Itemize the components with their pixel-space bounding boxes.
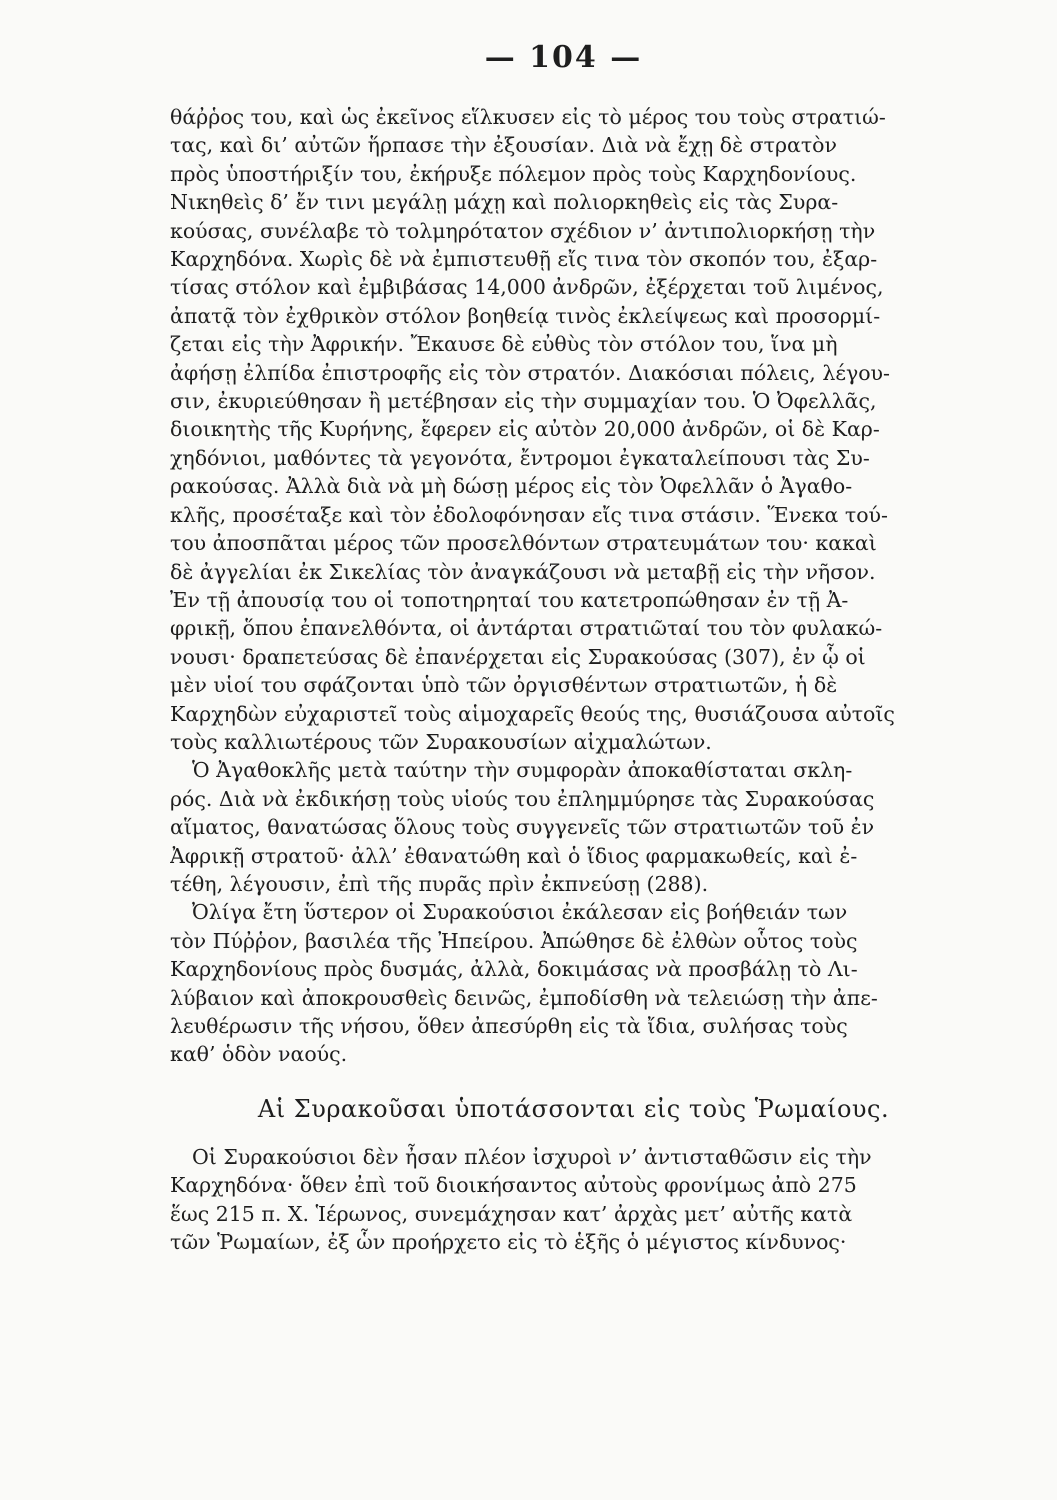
text-line: νουσι· δραπετεύσας δὲ ἐπανέρχεται εἰς Συρακούσας (307), ἐν ᾧ οἱ <box>170 644 866 669</box>
text-line: διοικητὴς τῆς Κυρήνης, ἔφερεν εἰς αὐτὸν 20,000 ἀνδρῶν, οἱ δὲ Καρ- <box>170 417 880 442</box>
text-line: του ἀποσπᾶται μέρος τῶν προσελθόντων στρατευμάτων του· κακαὶ <box>170 531 877 556</box>
text-line: τοὺς καλλιωτέρους τῶν Συρακουσίων αἰχμαλώτων. <box>170 729 712 754</box>
text-line: τίσας στόλον καὶ ἐμβιβάσας 14,000 ἀνδρῶν, ἐξέρχεται τοῦ λιμένος, <box>170 275 884 300</box>
text-line: αἵματος, θανατώσας ὅλους τοὺς συγγενεῖς τῶν στρατιωτῶν τοῦ ἐν <box>170 815 875 840</box>
text-line: τῶν Ῥωμαίων, ἐξ ὧν προήρχετο εἰς τὸ ἑξῆς ὁ μέγιστος κίνδυνος· <box>170 1230 847 1255</box>
text-line: κλῆς, προσέταξε καὶ τὸν ἐδολοφόνησαν εἴς τινα στάσιν. Ἕνεκα τού- <box>170 502 888 527</box>
text-line: λύβαιον καὶ ἀποκρουσθεὶς δεινῶς, ἐμποδίσθη νὰ τελειώσῃ τὴν ἀπε- <box>170 985 878 1010</box>
text-line: μὲν υἱοί του σφάζονται ὑπὸ τῶν ὀργισθέντων στρατιωτῶν, ἡ δὲ <box>170 673 838 698</box>
page-number: — 104 — <box>484 40 643 75</box>
text-line: σιν, ἐκυριεύθησαν ἢ μετέβησαν εἰς τὴν συμμαχίαν του. Ὁ Ὀφελλᾶς, <box>170 389 877 414</box>
text-line: Καρχηδονίους πρὸς δυσμάς, ἀλλὰ, δοκιμάσας νὰ προσβάλῃ τὸ Λι- <box>170 957 858 982</box>
text-line: λευθέρωσιν τῆς νήσου, ὅθεν ἀπεσύρθη εἰς τὰ ἴδια, συλήσας τοὺς <box>170 1014 848 1038</box>
text-line: δὲ ἀγγελίαι ἐκ Σικελίας τὸν ἀναγκάζουσι νὰ μεταβῇ εἰς τὴν νῆσον. <box>170 559 876 584</box>
text-line: ἀπατᾷ τὸν ἐχθρικὸν στόλον βοηθείᾳ τινὸς ἐκλείψεως καὶ προσορμί- <box>170 303 881 328</box>
text-line: Καρχηδὼν εὐχαριστεῖ τοὺς αἱμοχαρεῖς θεούς της, θυσιάζουσα αὐτοῖς <box>170 701 895 726</box>
text-line: πρὸς ὑποστήριξίν του, ἐκήρυξε πόλεμον πρὸς τοὺς Καρχηδονίους. <box>170 161 857 186</box>
text-line: ρακούσας. Ἀλλὰ διὰ νὰ μὴ δώσῃ μέρος εἰς τὸν Ὀφελλᾶν ὁ Ἀγαθο- <box>170 474 853 499</box>
text-line: Ἀφρικῇ στρατοῦ· ἀλλ’ ἐθανατώθη καὶ ὁ ἴδιος φαρμακωθείς, καὶ ἐ- <box>170 843 858 868</box>
text-line: Ὁ Ἀγαθοκλῆς μετὰ ταύτην τὴν συμφορὰν ἀποκαθίσταται σκλη- <box>192 758 853 783</box>
text-line: ἕως 215 π. Χ. Ἱέρωνος, συνεμάχησαν κατ’ ἀρχὰς μετ’ αὐτῆς κατὰ <box>170 1201 853 1226</box>
section-heading: Αἱ Συρακοῦσαι ὑποτάσσονται εἰς τοὺς Ῥωμαίους. <box>257 1094 890 1123</box>
text-line: τὸν Πύῤῥον, βασιλέα τῆς Ἠπείρου. Ἀπώθησε δὲ ἐλθὼν οὗτος τοὺς <box>170 928 858 953</box>
text-line: κούσας, συνέλαβε τὸ τολμηρότατον σχέδιον ν’ ἀντιπολιορκήσῃ τὴν <box>170 218 876 243</box>
text-line: Καρχηδόνα· ὅθεν ἐπὶ τοῦ διοικήσαντος αὐτοὺς φρονίμως ἀπὸ 275 <box>170 1173 857 1198</box>
text-line: Ἐν τῇ ἀπουσίᾳ του οἱ τοποτηρηταί του κατετροπώθησαν ἐν τῇ Ἀ- <box>170 587 849 612</box>
text-line: Ὀλίγα ἔτη ὕστερον οἱ Συρακούσιοι ἐκάλεσαν εἰς βοήθειάν των <box>192 900 848 925</box>
text-line: τέθη, λέγουσιν, ἐπὶ τῆς πυρᾶς πρὶν ἐκπνεύσῃ (288). <box>170 871 709 896</box>
text-line: καθ’ ὁδὸν ναούς. <box>170 1042 348 1067</box>
text-line: τας, καὶ δι’ αὐτῶν ἥρπασε τὴν ἐξουσίαν. Διὰ νὰ ἔχῃ δὲ στρατὸν <box>170 133 837 158</box>
text-line: Οἱ Συρακούσιοι δὲν ἦσαν πλέον ἰσχυροὶ ν’ ἀντισταθῶσιν εἰς τὴν <box>192 1144 872 1169</box>
text-line: ρός. Διὰ νὰ ἐκδικήσῃ τοὺς υἱούς του ἐπλημμύρησε τὰς Συρακούσας <box>170 786 875 811</box>
paragraph-agathocles-death <box>170 756 937 898</box>
text-line: Νικηθεὶς δ’ ἔν τινι μεγάλῃ μάχῃ καὶ πολιορκηθεὶς εἰς τὰς Συρα- <box>170 190 839 215</box>
text-line: θάῤῥος του, καὶ ὡς ἐκεῖνος εἵλκυσεν εἰς τὸ μέρος του τοὺς στρατιώ- <box>170 105 886 129</box>
paragraph-hieron <box>170 1143 937 1257</box>
paragraph-agathocles-africa <box>170 103 937 756</box>
paragraph-pyrrhus <box>170 898 937 1068</box>
text-line: φρικῇ, ὅπου ἐπανελθόντα, οἱ ἀντάρται στρατιῶταί του τὸν φυλακώ- <box>170 616 883 641</box>
text-line: χηδόνιοι, μαθόντες τὰ γεγονότα, ἔντρομοι ἐγκαταλείπουσι τὰς Συ- <box>170 445 870 470</box>
text-line: ζεται εἰς τὴν Ἀφρικήν. Ἔκαυσε δὲ εὐθὺς τὸν στόλον του, ἵνα μὴ <box>170 332 838 357</box>
text-line: Καρχηδόνα. Χωρὶς δὲ νὰ ἐμπιστευθῇ εἴς τινα τὸν σκοπόν του, ἐξαρ- <box>170 247 878 272</box>
text-line: ἀφήσῃ ἐλπίδα ἐπιστροφῆς εἰς τὸν στρατόν. Διακόσιαι πόλεις, λέγου- <box>170 360 890 385</box>
